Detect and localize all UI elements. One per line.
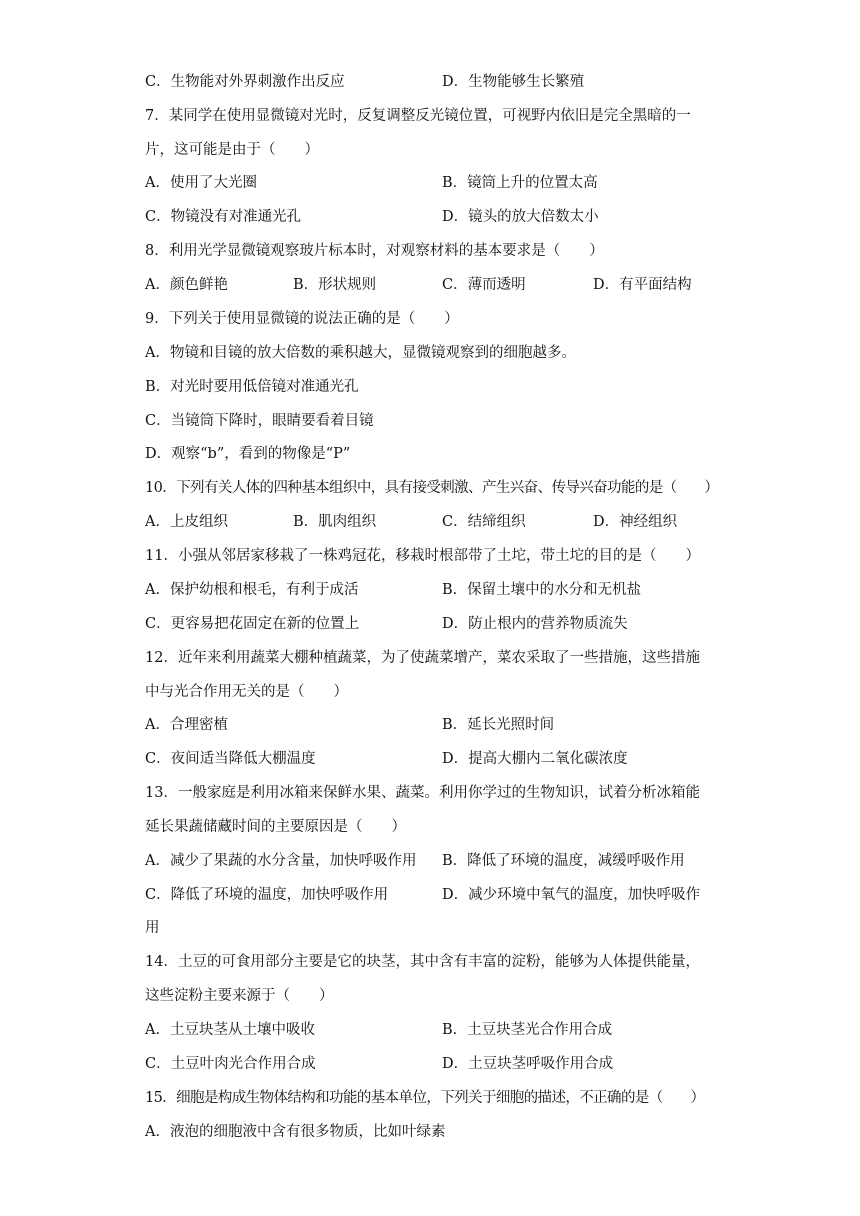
option-c: C．土豆叶肉光合作用合成 (145, 1056, 316, 1072)
option-d: D．防止根内的营养物质流失 (442, 616, 628, 632)
option-d: D．有平面结构 (593, 277, 692, 293)
option-c: C．夜间适当降低大棚温度 (145, 751, 316, 767)
question-13-stem: 13．一般家庭是利用冰箱来保鲜水果、蔬菜。利用你学过的生物知识，试着分析冰箱能 (145, 785, 700, 801)
option-c: C．当镜筒下降时，眼睛要看着目镜 (145, 413, 374, 429)
option-b: B．肌肉组织 (293, 514, 377, 530)
option-b: B．保留土壤中的水分和无机盐 (442, 582, 642, 598)
question-10-stem: 10．下列有关人体的四种基本组织中，具有接受刺激、产生兴奋、传导兴奋功能的是（ ） (145, 480, 719, 496)
option-c: C．薄而透明 (442, 277, 526, 293)
option-a: A．液泡的细胞液中含有很多物质，比如叶绿素 (145, 1124, 446, 1140)
option-b: B．降低了环境的温度，减缓呼吸作用 (442, 853, 685, 869)
option-c: C．生物能对外界刺激作出反应 (145, 74, 345, 90)
option-b: B．镜筒上升的位置太高 (442, 175, 598, 191)
question-14-stem: 14．土豆的可食用部分主要是它的块茎，其中含有丰富的淀粉，能够为人体提供能量， (145, 954, 700, 970)
option-a: A．上皮组织 (145, 514, 228, 530)
option-d: D．生物能够生长繁殖 (442, 74, 585, 90)
option-d: D．减少环境中氧气的温度，加快呼吸作 (442, 887, 701, 903)
question-9-stem: 9．下列关于使用显微镜的说法正确的是（ ） (145, 311, 459, 327)
option-a: A．使用了大光圈 (145, 175, 257, 191)
option-b: B．对光时要用低倍镜对准通光孔 (145, 379, 359, 395)
option-d: D．提高大棚内二氧化碳浓度 (442, 751, 628, 767)
question-13-stem-cont: 延长果蔬储藏时间的主要原因是（ ） (145, 819, 406, 835)
option-d: D．观察“b”，看到的物像是“P” (145, 446, 351, 462)
option-c: C．更容易把花固定在新的位置上 (145, 616, 360, 632)
option-d: D．神经组织 (593, 514, 678, 530)
option-a: A．土豆块茎从土壤中吸收 (145, 1022, 315, 1038)
question-7-stem-cont: 片，这可能是由于（ ） (145, 142, 319, 158)
option-a: A．保护幼根和根毛，有利于成活 (145, 582, 359, 598)
option-d-wrap: 用 (145, 920, 160, 936)
question-11-stem: 11．小强从邻居家移栽了一株鸡冠花，移栽时根部带了土坨，带土坨的目的是（ ） (145, 548, 700, 564)
option-a: A．物镜和目镜的放大倍数的乘积越大，显微镜观察到的细胞越多。 (145, 345, 576, 361)
option-c: C．结缔组织 (442, 514, 526, 530)
option-b: B．土豆块茎光合作用合成 (442, 1022, 613, 1038)
option-b: B．形状规则 (293, 277, 377, 293)
question-12-stem-cont: 中与光合作用无关的是（ ） (145, 684, 348, 700)
option-a: A．合理密植 (145, 717, 228, 733)
option-c: C．物镜没有对准通光孔 (145, 209, 302, 225)
question-15-stem: 15．细胞是构成生物体结构和功能的基本单位，下列关于细胞的描述，不正确的是（ ） (145, 1090, 705, 1106)
option-c: C．降低了环境的温度，加快呼吸作用 (145, 887, 389, 903)
option-b: B．延长光照时间 (442, 717, 555, 733)
option-d: D．镜头的放大倍数太小 (442, 209, 599, 225)
question-14-stem-cont: 这些淀粉主要来源于（ ） (145, 988, 334, 1004)
question-12-stem: 12．近年来利用蔬菜大棚种植蔬菜，为了使蔬菜增产，菜农采取了一些措施，这些措施 (145, 650, 700, 666)
question-8-stem: 8．利用光学显微镜观察玻片标本时，对观察材料的基本要求是（ ） (145, 243, 604, 259)
option-d: D．土豆块茎呼吸作用合成 (442, 1056, 614, 1072)
question-7-stem: 7．某同学在使用显微镜对光时，反复调整反光镜位置，可视野内依旧是完全黑暗的一 (145, 108, 691, 124)
option-a: A．减少了果蔬的水分含量，加快呼吸作用 (145, 853, 417, 869)
option-a: A．颜色鲜艳 (145, 277, 228, 293)
